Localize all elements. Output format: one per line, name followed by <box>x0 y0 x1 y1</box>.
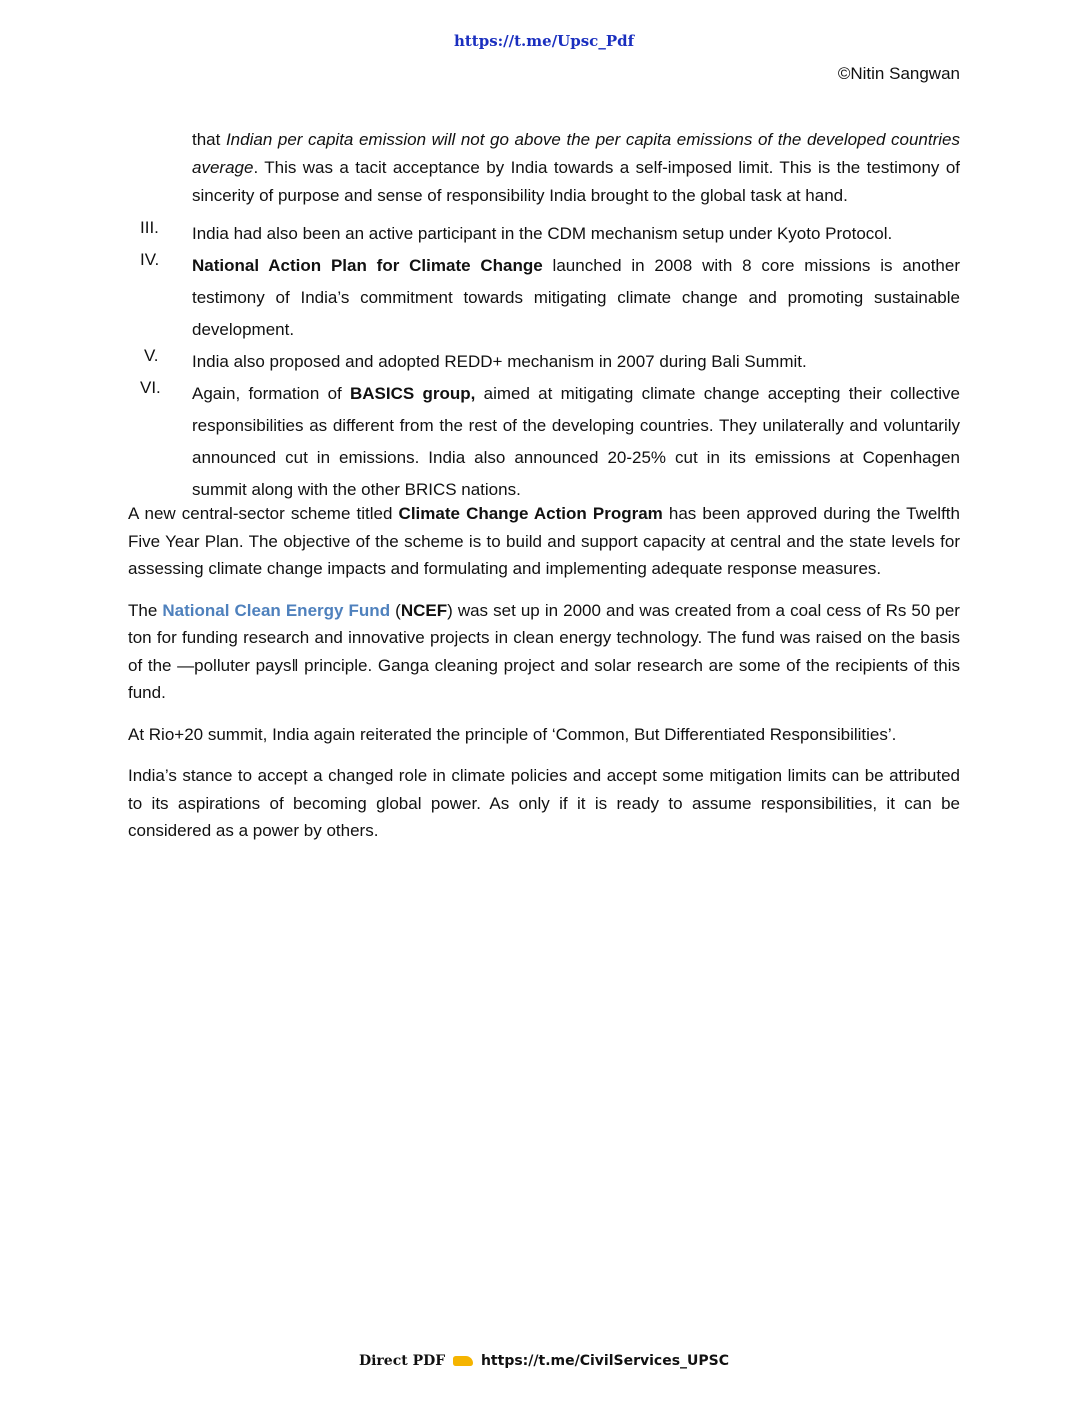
text: . This was a tacit acceptance by India towards a self-imposed limit. This is the testimony of sincerity of purpose and sense of responsibility India brought to the global task at hand. <box>192 158 960 205</box>
text: has been approved during the Twelfth Five Year Plan. The objective of the scheme is to build and support capacity at central and the state levels for assessing climate change impacts and formulating and implementing adequate response measures. <box>128 504 960 578</box>
text: India had also been an active participant in the CDM mechanism setup under Kyoto Protocol. <box>192 224 893 243</box>
list-number: VI. <box>140 378 161 397</box>
text: The <box>128 600 163 620</box>
bold-text: Climate Change Action Program <box>398 504 663 523</box>
text: launched in 2008 with 8 core missions is another testimony of India’s commitment towards mitigating climate change and promoting sustainable development. <box>192 256 960 339</box>
text: that <box>192 130 226 149</box>
list-item <box>128 346 960 378</box>
list-number: IV. <box>140 250 160 269</box>
paragraph-rio: At Rio+20 summit, India again reiterated the principle of ‘Common, But Differentiated Responsibilities’. <box>128 724 897 744</box>
paragraph-conclusion: India’s stance to accept a changed role in climate policies and accept some mitigation limits can be attributed to its aspirations of becoming global power. As only if it is ready to assume responsibilities, it can be considered as a power by others. <box>128 766 960 840</box>
list-number: V. <box>144 346 159 365</box>
continuation-paragraph <box>192 126 960 210</box>
footer <box>0 1352 1088 1369</box>
text: India also proposed and adopted REDD+ mechanism in 2007 during Bali Summit. <box>192 352 807 371</box>
text: aimed at mitigating climate change accepting their collective responsibilities as different from the rest of the developing countries. They unilaterally and voluntarily announced cut in emissions. India also announced 20-25% cut in its emissions at Copenhagen summit along with the other BRICS nations. <box>192 384 960 499</box>
list-number: III. <box>140 218 159 237</box>
footer-link[interactable]: https://t.me/CivilServices_UPSC <box>480 1353 730 1369</box>
list-item <box>128 378 960 506</box>
paragraph-ccap <box>128 500 960 583</box>
paragraph-ncef <box>128 597 960 707</box>
text: ) was set up in 2000 and was created from a coal cess of Rs 50 per ton for funding research and innovative projects in clean energy technology. The fund was raised on the basis of the ―polluter pays‖ principle. Ganga cleaning project and solar research are some of the recipients of this fund. <box>128 600 960 702</box>
text: ( <box>390 600 401 620</box>
text: A new central-sector scheme titled <box>128 504 399 523</box>
bold-text: BASICS group, <box>350 384 476 403</box>
list-item <box>128 218 960 250</box>
footer-label: Direct PDF <box>358 1353 446 1369</box>
bold-text: National Action Plan for Climate Change <box>192 256 543 275</box>
ncef-link[interactable]: National Clean Energy Fund <box>162 600 391 620</box>
author-credit: ©Nitin Sangwan <box>837 64 960 83</box>
pointing-hand-icon <box>453 1356 473 1366</box>
text: Again, formation of <box>192 384 350 403</box>
document-body <box>128 126 960 845</box>
header-link[interactable]: https://t.me/Upsc_Pdf <box>453 32 635 50</box>
list-item <box>128 250 960 346</box>
bold-text: NCEF <box>400 600 448 620</box>
italic-text: Indian per capita emission will not go above the per capita emissions of the developed countries average <box>192 130 960 177</box>
